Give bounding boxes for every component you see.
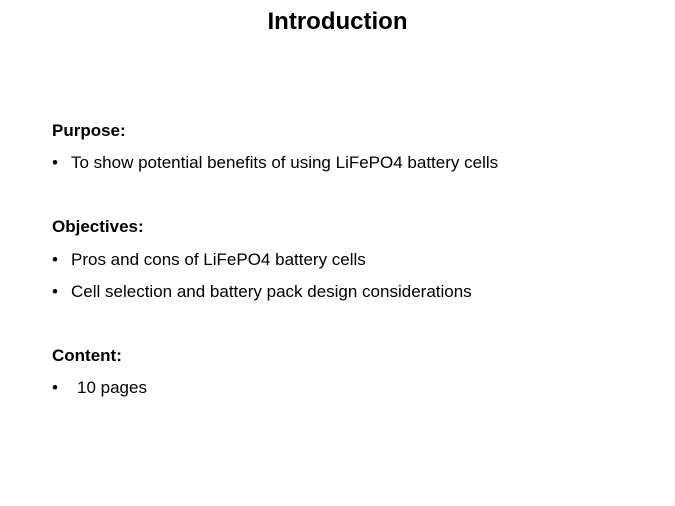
purpose-heading: Purpose: xyxy=(52,121,126,140)
bullet-icon: • xyxy=(52,378,58,397)
objectives-bullet-item xyxy=(52,249,366,271)
content-bullet-item xyxy=(52,377,147,399)
slide-title: Introduction xyxy=(267,8,408,35)
bullet-icon: • xyxy=(52,282,58,301)
purpose-bullet-item xyxy=(52,152,498,174)
bullet-icon: • xyxy=(52,153,58,172)
bullet-icon: • xyxy=(52,250,58,269)
content-bullet-text: 10 pages xyxy=(77,378,147,397)
purpose-bullet-text: To show potential benefits of using LiFePO4 battery cells xyxy=(71,153,499,172)
objectives-bullet-text: Pros and cons of LiFePO4 battery cells xyxy=(71,250,366,269)
objectives-heading: Objectives: xyxy=(52,217,144,236)
content-heading: Content: xyxy=(52,346,122,365)
objectives-bullet-text: Cell selection and battery pack design considerations xyxy=(71,282,472,301)
objectives-bullet-item xyxy=(52,281,472,303)
